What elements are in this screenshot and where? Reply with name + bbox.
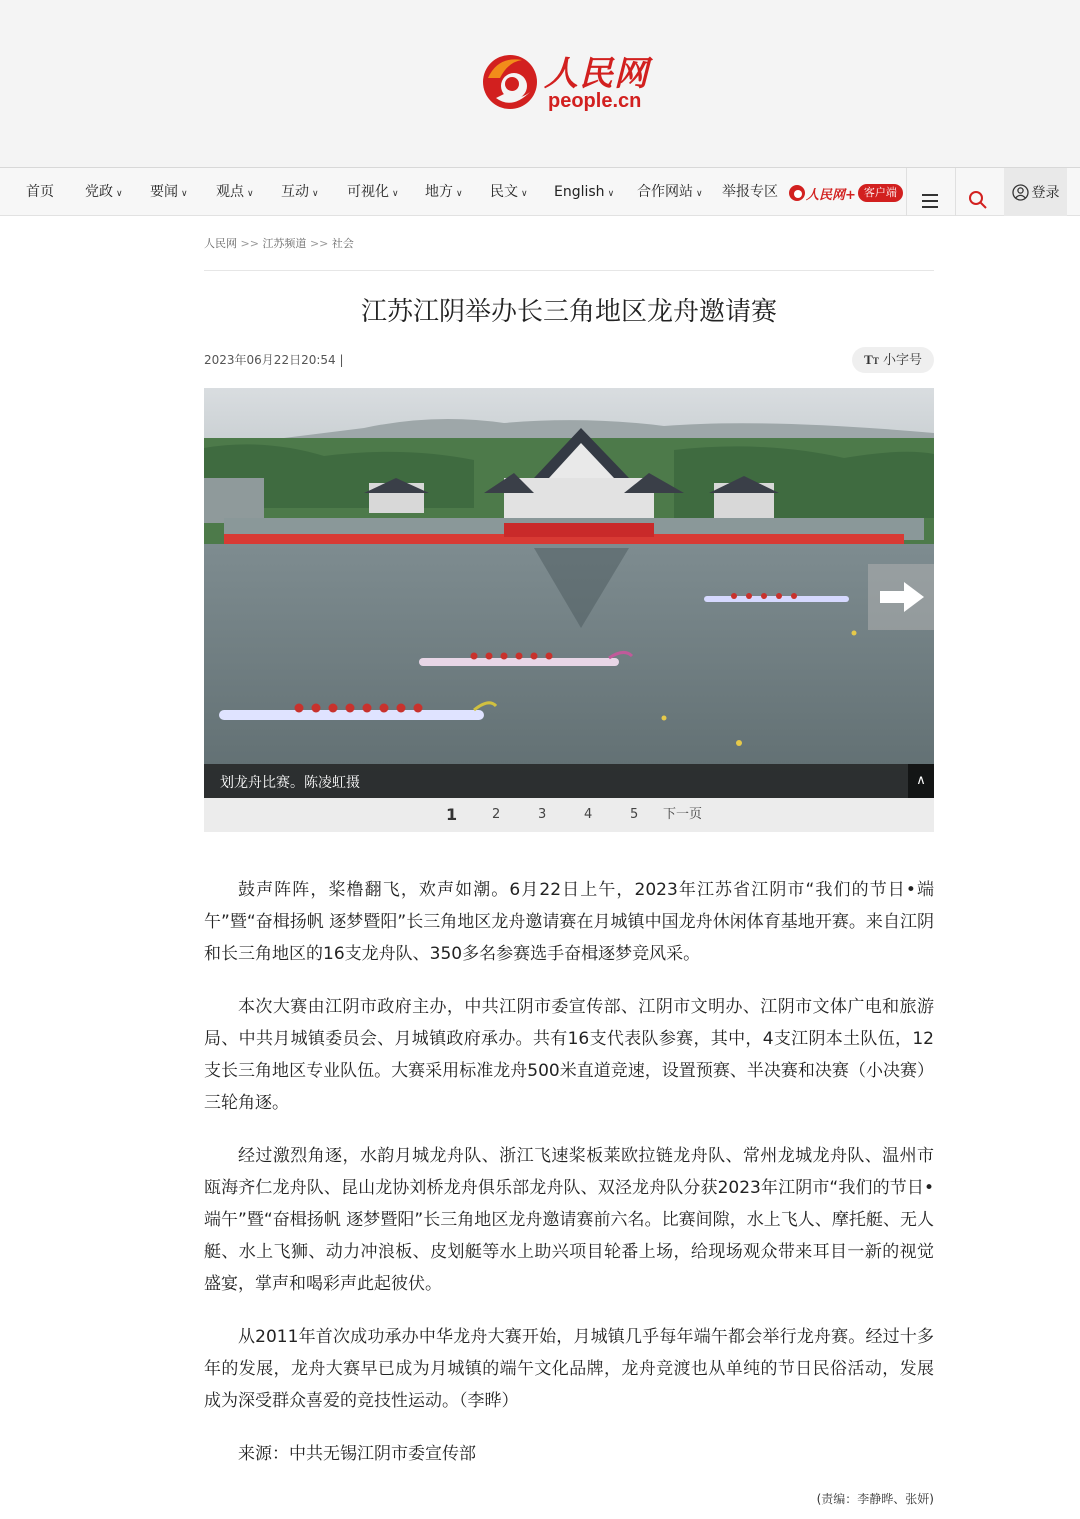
nav-item-home[interactable]: [26, 168, 54, 216]
breadcrumb-link[interactable]: 社会: [331, 237, 354, 250]
logo-swirl-icon: [478, 48, 544, 114]
font-size-toggle[interactable]: [852, 347, 934, 373]
article-paragraph: 本次大赛由江阴市政府主办，中共江阴市委宣传部、江阴市文明办、江阴市文体广电和旅游局、中共月城镇委员会、月城镇政府承办。共有16支代表队参赛，其中，4支江阴本土队伍，12支长三角地区专业队伍。大赛采用标准龙舟500米直道竞速，设置预赛、半决赛和决赛（小决赛）三轮角逐。: [204, 997, 934, 1113]
nav-item-party[interactable]: [85, 168, 123, 216]
nav-item-minwen[interactable]: [490, 168, 528, 216]
next-photo-button[interactable]: [868, 564, 934, 630]
breadcrumb-link[interactable]: 江苏频道: [262, 237, 307, 250]
article-source: 来源：中共无锡江阴市委宣传部: [238, 1444, 476, 1464]
chevron-down-icon: ∨: [456, 189, 463, 199]
chevron-down-icon: ∨: [181, 189, 188, 199]
nav-label: 党政: [85, 184, 113, 200]
nav-item-local[interactable]: [425, 168, 463, 216]
article-paragraph: 从2011年首次成功承办中华龙舟大赛开始，月城镇几乎每年端午都会举行龙舟赛。经过十多年的发展，龙舟大赛早已成为月城镇的端午文化品牌，龙舟竞渡也从单纯的节日民俗活动，发展成为深受群众喜爱的竞技性运动。（李晔）: [204, 1327, 934, 1411]
pager-next-button[interactable]: 下一页: [663, 807, 703, 822]
photo-caption-bar: [204, 764, 934, 798]
pager-page-4[interactable]: 4: [584, 807, 593, 822]
article-photo: [204, 388, 934, 798]
pager-page-5[interactable]: 5: [630, 807, 639, 822]
photo-pager: [204, 798, 934, 832]
nav-label: 要闻: [150, 184, 178, 200]
nav-item-opinion[interactable]: [216, 168, 254, 216]
chevron-down-icon: ∨: [607, 189, 615, 199]
nav-label: 举报专区: [722, 184, 778, 200]
nav-item-english[interactable]: [554, 168, 614, 216]
pager-page-1[interactable]: 1: [446, 805, 458, 824]
font-size-icon: TT: [864, 352, 879, 367]
chevron-down-icon: ∨: [392, 189, 399, 199]
nav-divider: [955, 168, 956, 216]
chevron-down-icon: ∨: [312, 189, 319, 199]
app-logo-text: 人民网+: [806, 187, 856, 203]
nav-item-report[interactable]: [722, 168, 778, 216]
login-button[interactable]: [1004, 168, 1067, 216]
article-title: 江苏江阴举办长三角地区龙舟邀请赛: [360, 297, 777, 327]
app-badge-label: 客户端: [858, 184, 903, 202]
chevron-up-icon[interactable]: ∧: [908, 764, 934, 798]
nav-label: 首页: [26, 184, 54, 200]
dragon-boat-race-photo: [204, 388, 934, 798]
logo-text-en: people.cn: [548, 90, 642, 112]
search-icon[interactable]: [968, 182, 988, 202]
login-label: 登录: [1031, 185, 1060, 201]
article-paragraph: 鼓声阵阵，桨橹翻飞，欢声如潮。6月22日上午，2023年江苏省江阴市“我们的节日•端午”暨“奋楫扬帆 逐梦暨阳”长三角地区龙舟邀请赛在月城镇中国龙舟休闲体育基地开赛。来自江阴和长三角地区的16支龙舟队、350多名参赛选手奋楫逐梦竞风采。: [204, 880, 934, 964]
breadcrumb-link[interactable]: 人民网: [204, 237, 237, 250]
article-paragraph: 经过激烈角逐，水韵月城龙舟队、浙江飞速桨板莱欧拉链龙舟队、常州龙城龙舟队、温州市瓯海齐仁龙舟队、昆山龙协刘桥龙舟俱乐部龙舟队、双泾龙舟队分获2023年江阴市“我们的节日•端午”暨“奋楫扬帆 逐梦暨阳”长三角地区龙舟邀请赛前六名。比赛间隙，水上飞人、摩托艇、无人艇、水上飞狮、动力冲浪板、皮划艇等水上助兴项目轮番上场，给现场观众带来耳目一新的视觉盛宴，掌声和喝彩声此起彼伏。: [204, 1146, 934, 1294]
hamburger-icon[interactable]: [921, 182, 941, 202]
nav-label: 可视化: [347, 184, 389, 200]
breadcrumb-separator: >>: [240, 237, 259, 250]
nav-label: English: [554, 184, 605, 200]
chevron-down-icon: ∨: [247, 189, 254, 199]
nav-item-news[interactable]: [150, 168, 188, 216]
pager-page-3[interactable]: 3: [538, 807, 547, 822]
publish-datetime: 2023年06月22日20:54 |: [204, 353, 344, 367]
divider: [204, 270, 934, 271]
nav-item-partners[interactable]: [637, 168, 703, 216]
nav-label: 民文: [490, 184, 518, 200]
chevron-down-icon: ∨: [521, 189, 528, 199]
pager-page-2[interactable]: 2: [492, 807, 501, 822]
photo-caption: 划龙舟比赛。陈凌虹摄: [220, 775, 360, 791]
editor-credit: (责编：李静晔、张妍): [816, 1492, 934, 1506]
font-size-label: 小字号: [882, 353, 922, 368]
nav-item-interact[interactable]: [281, 168, 319, 216]
site-logo[interactable]: [478, 44, 668, 124]
app-download-link[interactable]: [788, 182, 903, 204]
article-meta: [204, 345, 934, 375]
site-header: [0, 0, 1080, 168]
article-container: [204, 217, 934, 1491]
breadcrumb-separator: >>: [309, 237, 329, 250]
nav-label: 地方: [425, 184, 453, 200]
nav-label: 观点: [216, 184, 244, 200]
nav-item-visual[interactable]: [347, 168, 399, 216]
nav-label: 合作网站: [637, 184, 693, 200]
main-nav: [0, 168, 1080, 216]
chevron-down-icon: ∨: [116, 189, 123, 199]
breadcrumb: [204, 235, 934, 249]
chevron-down-icon: ∨: [696, 189, 703, 199]
logo-text-cn: 人民网: [544, 54, 649, 94]
article-body: [204, 874, 934, 1470]
nav-divider: [906, 168, 907, 216]
arrow-right-icon: [868, 564, 934, 630]
user-icon: [1012, 184, 1029, 201]
nav-label: 互动: [281, 184, 309, 200]
app-logo-icon: [788, 184, 806, 202]
